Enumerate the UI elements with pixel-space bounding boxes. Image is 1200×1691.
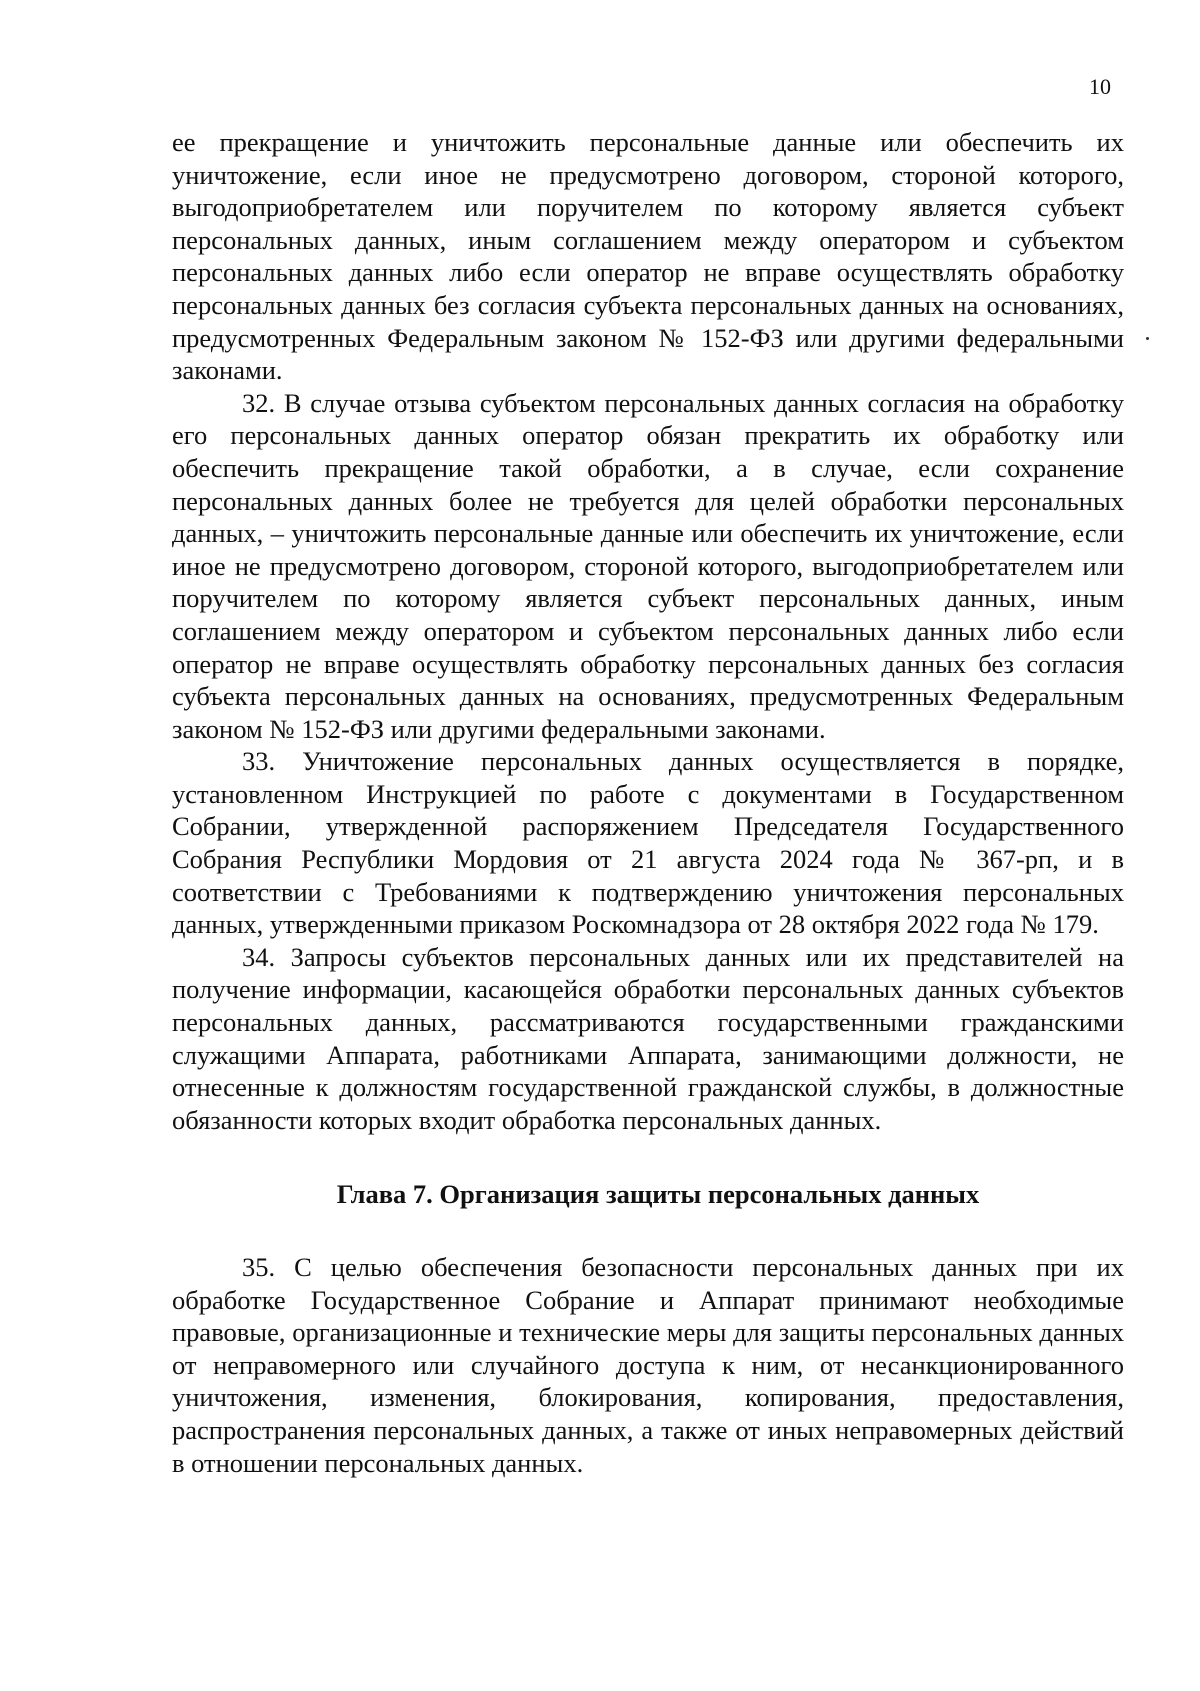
paragraph-continuation: ее прекращение и уничтожить персональные данные или обеспечить их уничтожение, если иное не предусмотрено договором, стороной которого, выгодоприобретателем или поручителем по которому является субъект персональных данных, иным соглашением между оператором и субъектом персональных данных либо если оператор не вправе осуществлять обработку персональных данных без согласия субъекта персональных данных на основаниях, предусмотренных Федеральным законом № 152-ФЗ или другими федеральными законами. (172, 127, 1124, 386)
paragraph-34: 34. Запросы субъектов персональных данных или их представителей на получение информации, касающейся обработки персональных данных субъектов персональных данных, рассматриваются государственными гражданскими служащими Аппарата, работниками Аппарата, занимающими должности, не отнесенные к должностям государственной гражданской службы, в должностные обязанности которых входит обработка персональных данных. (172, 941, 1124, 1135)
page-number: 10 (1089, 74, 1111, 99)
paragraph-33: 33. Уничтожение персональных данных осуществляется в порядке, установленном Инструкцией по работе с документами в Государственном Собрании, утвержденной распоряжением Председателя Государственного Собрания Республики Мордовия от 21 августа 2024 года № 367-рп, и в соответствии с Требованиями к подтверждению уничтожения персональных данных, утвержденными приказом Роскомнадзора от 28 октября 2022 года № 179. (172, 746, 1124, 940)
paragraph-35: 35. С целью обеспечения безопасности персональных данных при их обработке Государственное Собрание и Аппарат принимают необходимые правовые, организационные и технические меры для защиты персональных данных от неправомерного или случайного доступа к ним, от несанкционированного уничтожения, изменения, блокирования, копирования, предоставления, распространения персональных данных, а также от иных неправомерных действий в отношении персональных данных. (172, 1252, 1124, 1478)
chapter-title: Глава 7. Организация защиты персональных данных (336, 1179, 980, 1210)
document-body (172, 126, 1124, 1479)
scan-speck (1146, 337, 1149, 340)
paragraph-32: 32. В случае отзыва субъектом персональных данных согласия на обработку его персональных данных оператор обязан прекратить их обработку или обеспечить прекращение такой обработки, а в случае, если сохранение персональных данных более не требуется для целей обработки персональных данных, – уничтожить персональные данные или обеспечить их уничтожение, если иное не предусмотрено договором, стороной которого, выгодоприобретателем или поручителем по которому является субъект персональных данных, иным соглашением между оператором и субъектом персональных данных либо если оператор не вправе осуществлять обработку персональных данных без согласия субъекта персональных данных на основаниях, предусмотренных Федеральным законом № 152-ФЗ или другими федеральными законами. (172, 387, 1124, 744)
